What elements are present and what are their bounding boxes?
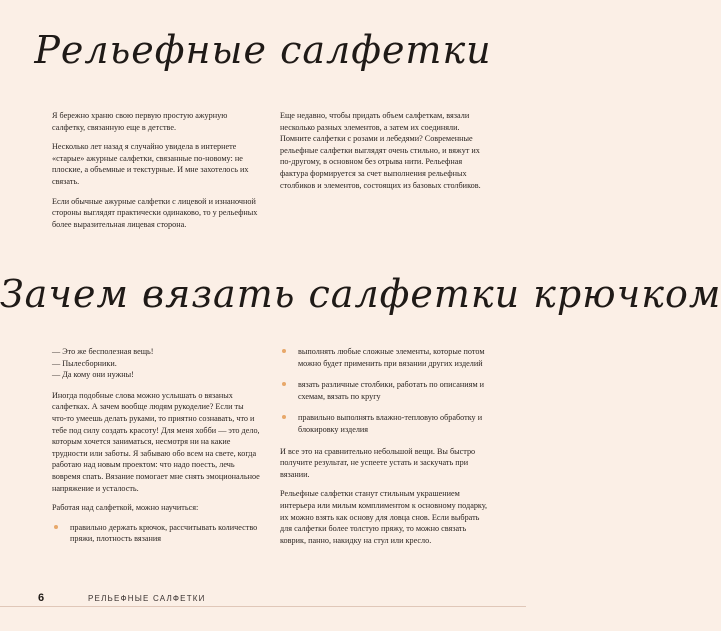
list-item: выполнять любые сложные элементы, которые потом можно будет применить при вязании других изделий: [280, 346, 488, 369]
paragraph: Я бережно храню свою первую простую ажурную салфетку, связанную еще в детстве.: [52, 111, 228, 132]
paragraph: Рельефные салфетки станут стильным украшением интерьера или милым комплиментом к основному подарку, их можно взять как основу для ловца снов. Если выбрать для салфетки более толстую пряжу, то можно связать коврик, панно, накидку на стул или кресло.: [280, 489, 488, 545]
section-title-why-crochet: Зачем вязать салфетки крючком: [0, 272, 721, 316]
paragraph: Иногда подобные слова можно услышать о вязаных салфетках. А зачем вообще людям рукоделие? Если ты что-то умеешь делать руками, то приятно сознавать, что и тебе под силу создать красоту! Для меня хобби — это дело, которым хочется заниматься, несмотря ни на какие трудности или заботы. Я забываю обо всем на свете, когда работаю над новым проектом: что надо поесть, лечь вовремя спать. Вязание помогает мне снять эмоциональное напряжение и усталость.: [52, 390, 260, 493]
bullet-dot-icon: [54, 525, 58, 529]
dialog-line: — Это же бесполезная вещь!: [52, 347, 154, 356]
dialog-line: — Да кому они нужны!: [52, 370, 134, 380]
footer-divider: [0, 606, 526, 607]
bullet-dot-icon: [282, 415, 286, 419]
paragraph: Еще недавно, чтобы придать объем салфеткам, вязали несколько разных элементов, а затем их соединяли. Помните салфетки с розами и лебедями? Современные рельефные салфетки выглядят очень стильно, и вяжут их по-другому, в основном без отрыва нити. Рельефная фактура формируется за счет выполнения рельефных столбиков и элементов, состоящих из базовых столбиков.: [280, 111, 481, 190]
list-item: правильно держать крючок, рассчитывать количество пряжи, плотность вязания: [52, 522, 260, 545]
section1-left-column: [52, 110, 260, 238]
section-title-relief-napkins: Рельефные салфетки: [34, 28, 492, 72]
section2-right-column: [280, 346, 488, 554]
list-item: правильно выполнять влажно-тепловую обработку и блокировку изделия: [280, 412, 488, 435]
paragraph: И все это на сравнительно небольшой вещи. Вы быстро получите результат, не успеете устать и заскучать при вязании.: [280, 446, 476, 479]
paragraph: Если обычные ажурные салфетки с лицевой и изнаночной стороны выглядят практически одинаково, то у рельефных более выразительная лицевая сторона.: [52, 196, 258, 229]
bullet-list-right: [280, 346, 488, 436]
running-title: РЕЛЬЕФНЫЕ САЛФЕТКИ: [88, 594, 206, 603]
bullet-dot-icon: [282, 349, 286, 353]
dialog-line: — Пылесборники.: [52, 358, 117, 368]
page-number: 6: [38, 592, 45, 604]
list-item: вязать различные столбики, работать по описаниям и схемам, вязать по кругу: [280, 379, 488, 402]
section1-right-column: [280, 110, 488, 199]
bullet-list-left: [52, 522, 260, 545]
paragraph: Несколько лет назад я случайно увидела в интернете «старые» ажурные салфетки, связанные по-новому: не плоские, а объемные и текстурные. И мне захотелось их связать.: [52, 142, 249, 186]
dialog-block: [52, 346, 260, 381]
section2-left-column: [52, 346, 260, 555]
bullet-dot-icon: [282, 382, 286, 386]
paragraph: Работая над салфеткой, можно научиться:: [52, 503, 199, 513]
